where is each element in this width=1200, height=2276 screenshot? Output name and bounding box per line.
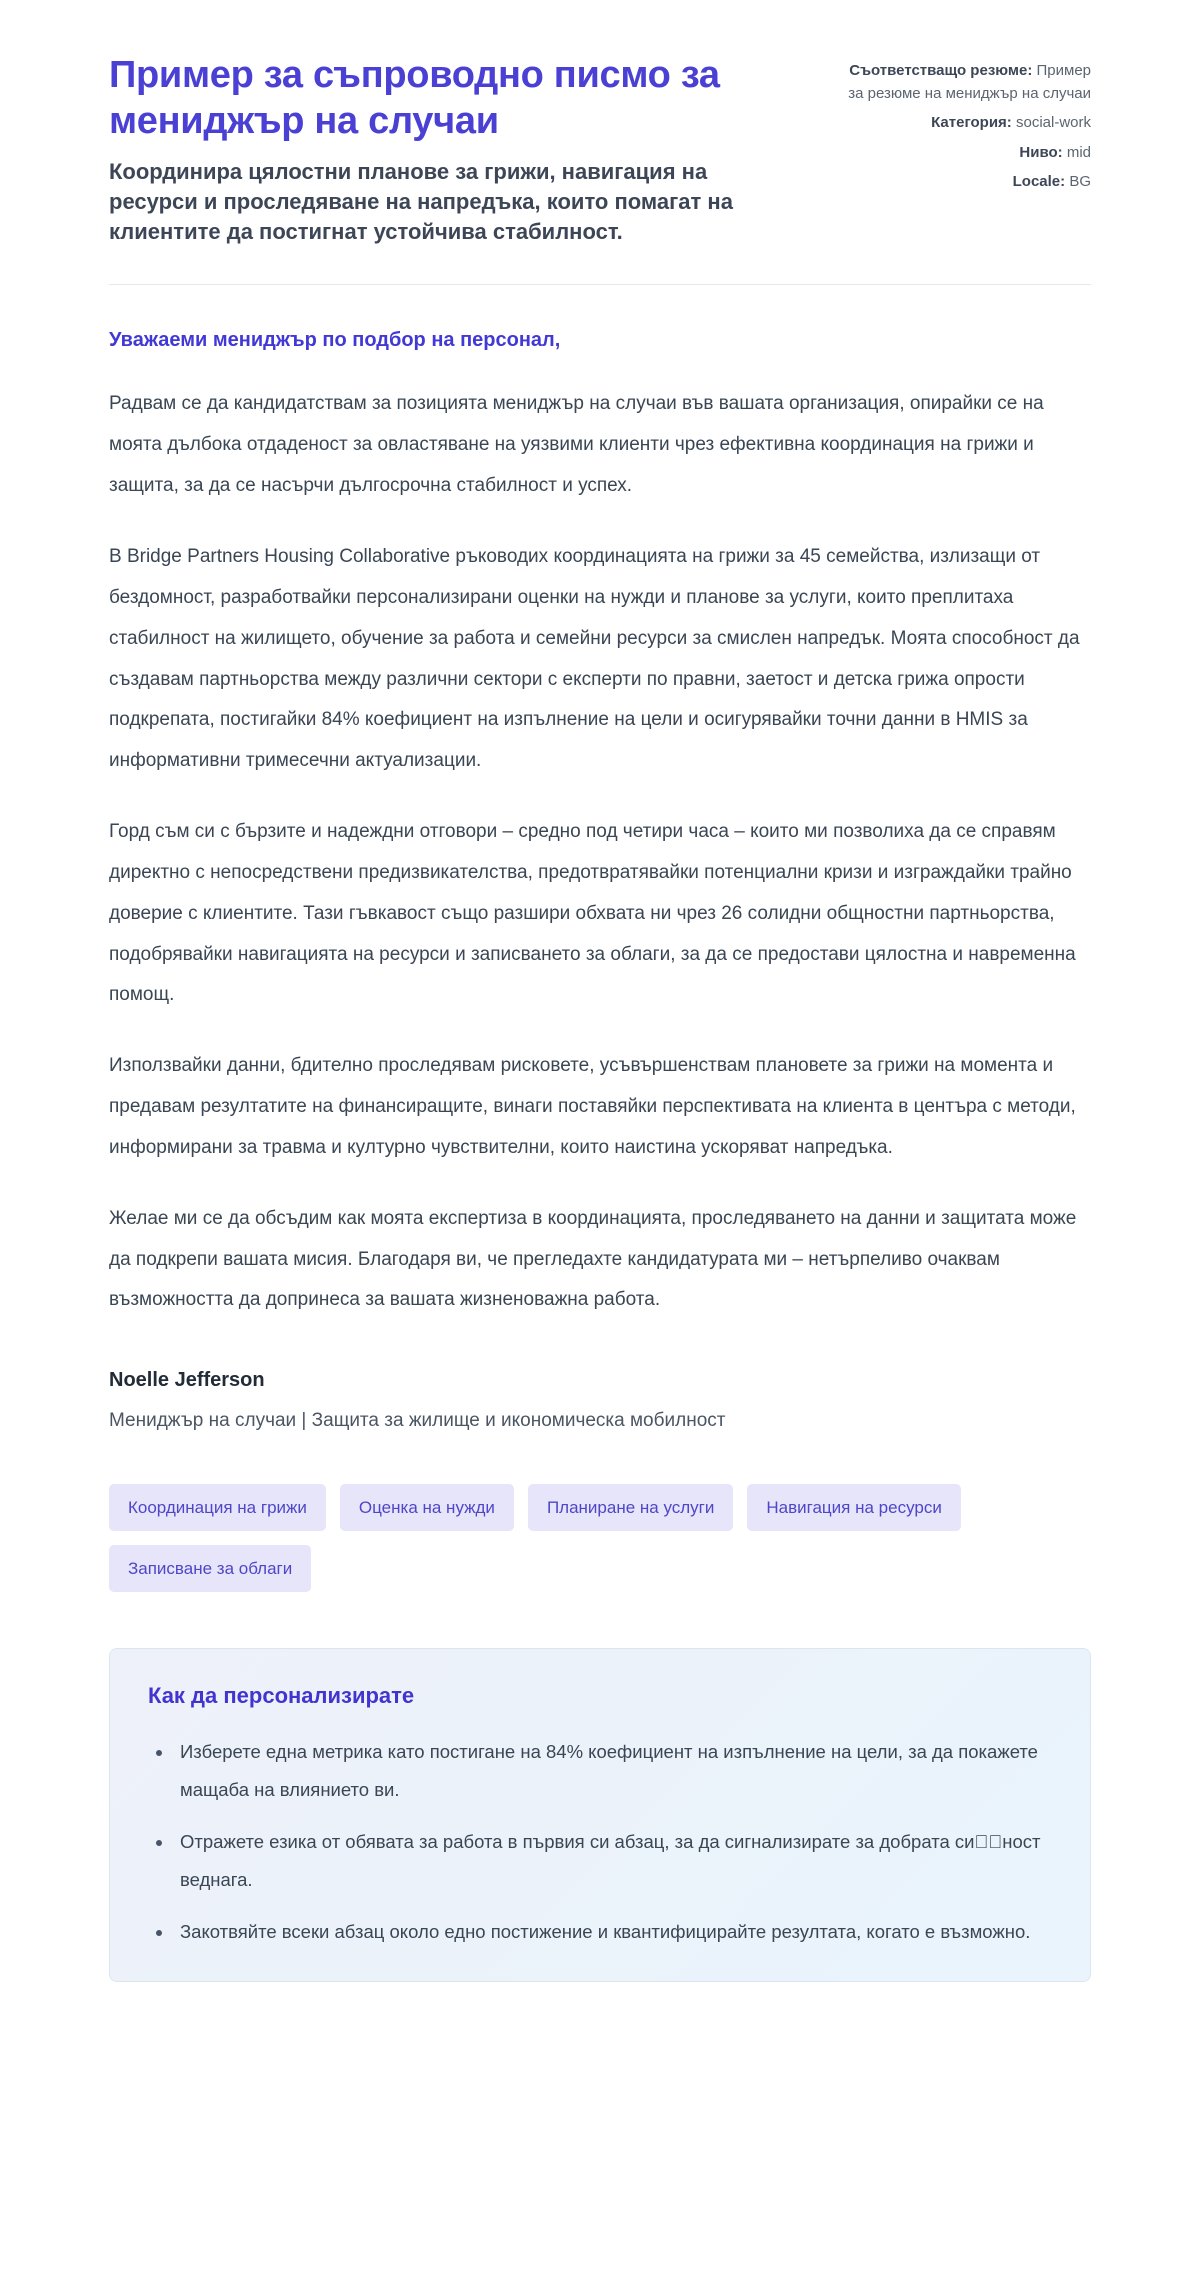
- tips-item: • Изберете една метрика като постигане на 84% коефициент на изпълнение на цели, за да покажете мащаба на влиянието ви.: [174, 1733, 1052, 1809]
- cover-letter-page: [109, 0, 1091, 2042]
- personalization-tips-box: [109, 1648, 1091, 1982]
- letter-paragraph: Горд съм си с бързите и надеждни отговори – средно под четири часа – които ми позволиха да се справям директно с непосредствени предизвикателства, предотвратявайки потенциални кризи и изграждайки трайно доверие с клиентите. Тази гъвкавост също разшири обхвата ни чрез 26 солидни общностни партньорства, подобрявайки навигацията на ресурси и записването за облаги, за да се предостави цялостна и навременна помощ.: [109, 821, 1076, 1006]
- tips-title: Как да персонализирате: [148, 1683, 415, 1709]
- meta-row-locale: [839, 171, 1091, 194]
- meta-value: mid: [1066, 143, 1091, 161]
- signature-role: Мениджър на случаи | Защита за жилище и икономическа мобилност: [109, 1410, 726, 1432]
- letter-greeting: Уважаеми мениджър по подбор на персонал,: [109, 329, 561, 352]
- letter-paragraph: Радвам се да кандидатствам за позицията мениджър на случаи във вашата организация, опирайки се на моята дълбока отдаденост за овластяване на уязвими клиенти чрез ефективна координация на грижи и защита, за да се насърчи дългосрочна стабилност и успех.: [109, 393, 1044, 497]
- header-divider: [109, 284, 1091, 285]
- letter-paragraph: В Bridge Partners Housing Collaborative ръководих координацията на грижи за 45 семейства, излизащи от бездомност, разработвайки персонализирани оценки на нужди и планове за услуги, които преплитаха стабилност на жилището, обучение за работа и семейни ресурси за смислен напредък. Моята способност да създавам партньорства между различни сектори с експерти по правни, заетост и детска грижа опрости подкрепата, постигайки 84% коефициент на изпълнение на цели и осигурявайки точни данни в HMIS за информативни тримесечни актуализации.: [109, 545, 1080, 772]
- tag-chip: Записване за облаги: [109, 1545, 311, 1592]
- tag-chip: Навигация на ресурси: [747, 1484, 960, 1531]
- page-subtitle: Координира цялостни планове за грижи, навигация на ресурси и проследяване на напредъка, които помагат на клиентите да постигнат устойчива стабилност.: [109, 158, 733, 244]
- letter-paragraph: Желае ми се да обсъдим как моята експертиза в координацията, проследяването на данни и защитата може да подкрепи вашата мисия. Благодаря ви, че прегледахте кандидатурата ми – нетърпеливо очаквам възможността да допринеса за вашата жизненоважна работа.: [109, 1207, 1077, 1311]
- meta-row-level: [839, 142, 1091, 165]
- letter-body: [109, 384, 1091, 1321]
- tips-list: [148, 1733, 1052, 1951]
- signature-name: Noelle Jefferson: [109, 1369, 265, 1392]
- meta-value: social-work: [1015, 114, 1091, 131]
- tag-chip: Планиране на услуги: [528, 1484, 733, 1531]
- page-title: Пример за съпроводно писмо за мениджър на случаи: [109, 54, 720, 143]
- title-block: [109, 52, 769, 246]
- meta-label: Съответстващо резюме:: [849, 62, 1033, 79]
- meta-label: Категория:: [931, 114, 1012, 131]
- header: [109, 52, 1091, 246]
- tips-item: • Отражете езика от обявата за работа в първия си абзац, за да сигнализирате за добрата си ност веднага.: [174, 1823, 1052, 1899]
- meta-value: BG: [1069, 173, 1091, 190]
- tips-item: • Закотвяйте всеки абзац около едно постижение и квантифицирайте резултата, когато е възможно.: [174, 1913, 1052, 1951]
- meta-row-matching-resume: [839, 60, 1091, 105]
- signature-block: [109, 1369, 1091, 1432]
- meta-label: Locale:: [1012, 173, 1066, 190]
- skill-tags: [109, 1484, 1091, 1592]
- tag-chip: Координация на грижи: [109, 1484, 326, 1531]
- tag-chip: Оценка на нужди: [340, 1484, 514, 1531]
- meta-label: Ниво:: [1019, 143, 1063, 161]
- meta-panel: [839, 52, 1091, 201]
- meta-row-category: [839, 112, 1091, 135]
- meta-value: Пример за резюме на мениджър на случаи: [848, 62, 1091, 102]
- letter-paragraph: Използвайки данни, бдително проследявам рисковете, усъвършенствам плановете за грижи на момента и предавам резултатите на финансиращите, винаги поставяйки перспективата на клиента в центъра с методи, информирани за травма и културно чувствителни, които наистина ускоряват напредъка.: [109, 1055, 1076, 1158]
